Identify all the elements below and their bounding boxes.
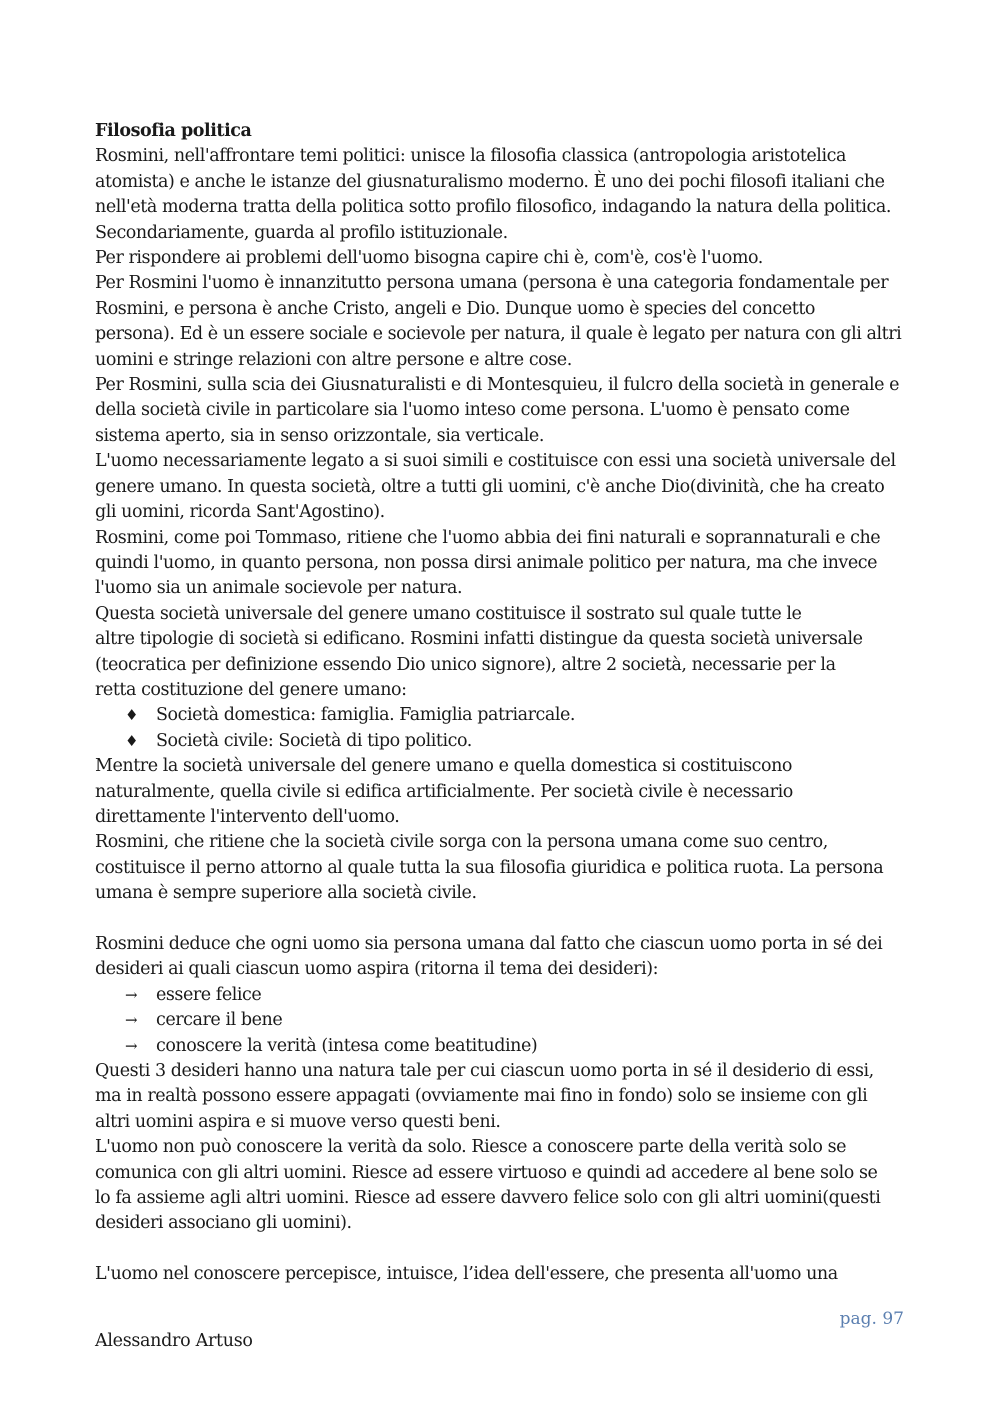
list-item-text: cercare il bene: [156, 1010, 283, 1031]
text-line: ma in realtà possono essere appagati (ovviamente mai fino in fondo) solo se insieme con gli: [95, 1086, 868, 1107]
list-item: [95, 703, 910, 728]
text-line: atomista) e anche le istanze del giusnaturalismo moderno. È uno dei pochi filosofi italiani che: [95, 171, 885, 192]
text-line: retta costituzione del genere umano:: [95, 679, 407, 700]
text-line: naturalmente, quella civile si edifica artificialmente. Per società civile è necessario: [95, 781, 793, 802]
text-line: L'uomo nel conoscere percepisce, intuisce, l’idea dell'essere, che presenta all'uomo una: [95, 1264, 838, 1285]
arrow-bullet-icon: →: [125, 1011, 138, 1030]
text-line: desideri ai quali ciascun uomo aspira (ritorna il tema dei desideri):: [95, 959, 659, 980]
text-line: (teocratica per definizione essendo Dio unico signore), altre 2 società, necessarie per la: [95, 654, 836, 675]
text-line: comunica con gli altri uomini. Riesce ad essere virtuoso e quindi ad accedere al bene solo se: [95, 1162, 878, 1183]
arrow-bullet-icon: →: [125, 1036, 138, 1055]
diamond-bullet-icon: ♦: [125, 706, 138, 725]
blank-line: [95, 1237, 910, 1262]
list-item-text: Società domestica: famiglia. Famiglia patriarcale.: [156, 705, 576, 726]
text-line: Rosmini deduce che ogni uomo sia persona umana dal fatto che ciascun uomo porta in sé dei: [95, 933, 883, 954]
text-line: direttamente l'intervento dell'uomo.: [95, 806, 400, 827]
text-line: altre tipologie di società si edificano. Rosmini infatti distingue da questa società universale: [95, 629, 863, 650]
text-line: quindi l'uomo, in quanto persona, non possa dirsi animale politico per natura, ma che invece: [95, 552, 877, 573]
arrow-bullet-icon: →: [125, 985, 138, 1004]
text-line: Secondariamente, guarda al profilo istituzionale.: [95, 222, 508, 243]
text-line: Questa società universale del genere umano costituisce il sostrato sul quale tutte le: [95, 603, 802, 624]
text-line: costituisce il perno attorno al quale tutta la sua filosofia giuridica e politica ruota. La persona: [95, 857, 884, 878]
diamond-bullet-icon: ♦: [125, 731, 138, 750]
list-item-text: Società civile: Società di tipo politico.: [156, 730, 472, 751]
text-line: Rosmini, nell'affrontare temi politici: unisce la filosofia classica (antropologia aristotelica: [95, 146, 846, 167]
text-line: L'uomo non può conoscere la verità da solo. Riesce a conoscere parte della verità solo se: [95, 1137, 847, 1158]
text-line: l'uomo sia un animale socievole per natura.: [95, 578, 463, 599]
page-number: pag. 97: [839, 1309, 904, 1329]
text-line: genere umano. In questa società, oltre a tutti gli uomini, c'è anche Dio(divinità, che ha creato: [95, 476, 885, 497]
blank-line: [95, 907, 910, 932]
list-item: [95, 1034, 910, 1059]
text-line: persona). Ed è un essere sociale e socievole per natura, il quale è legato per natura con gli altri: [95, 324, 902, 345]
text-line: Rosmini, come poi Tommaso, ritiene che l'uomo abbia dei fini naturali e soprannaturali e che: [95, 527, 881, 548]
text-line: nell'età moderna tratta della politica sotto profilo filosofico, indagando la natura della politica.: [95, 197, 891, 218]
text-line: Per Rosmini, sulla scia dei Giusnaturalisti e di Montesquieu, il fulcro della società in generale e: [95, 375, 900, 396]
document-body: [95, 119, 910, 1288]
list-item: [95, 1008, 910, 1033]
text-line: Questi 3 desideri hanno una natura tale per cui ciascun uomo porta in sé il desiderio di essi,: [95, 1061, 874, 1082]
text-line: altri uomini aspira e si muove verso questi beni.: [95, 1111, 501, 1132]
text-line: sistema aperto, sia in senso orizzontale, sia verticale.: [95, 425, 544, 446]
text-line: Per rispondere ai problemi dell'uomo bisogna capire chi è, com'è, cos'è l'uomo.: [95, 248, 763, 269]
text-line: Per Rosmini l'uomo è innanzitutto persona umana (persona è una categoria fondamentale per: [95, 273, 889, 294]
text-line: umana è sempre superiore alla società civile.: [95, 883, 477, 904]
list-item-text: conoscere la verità (intesa come beatitudine): [156, 1035, 538, 1056]
list-item: [95, 729, 910, 754]
text-line: L'uomo necessariamente legato a si suoi simili e costituisce con essi una società universale del: [95, 451, 896, 472]
author-name: Alessandro Artuso: [95, 1331, 253, 1351]
text-line: Rosmini, che ritiene che la società civile sorga con la persona umana come suo centro,: [95, 832, 828, 853]
list-item: [95, 983, 910, 1008]
text-line: desideri associano gli uomini).: [95, 1213, 352, 1234]
text-line: della società civile in particolare sia l'uomo inteso come persona. L'uomo è pensato come: [95, 400, 850, 421]
text-line: lo fa assieme agli altri uomini. Riesce ad essere davvero felice solo con gli altri uomini(questi: [95, 1188, 881, 1209]
text-line: Mentre la società universale del genere umano e quella domestica si costituiscono: [95, 756, 792, 777]
list-item-text: essere felice: [156, 984, 262, 1005]
text-line: uomini e stringe relazioni con altre persone e altre cose.: [95, 349, 572, 370]
text-line: Rosmini, e persona è anche Cristo, angeli e Dio. Dunque uomo è species del concetto: [95, 298, 816, 319]
section-heading: Filosofia politica: [95, 121, 252, 141]
text-line: gli uomini, ricorda Sant'Agostino).: [95, 502, 385, 523]
